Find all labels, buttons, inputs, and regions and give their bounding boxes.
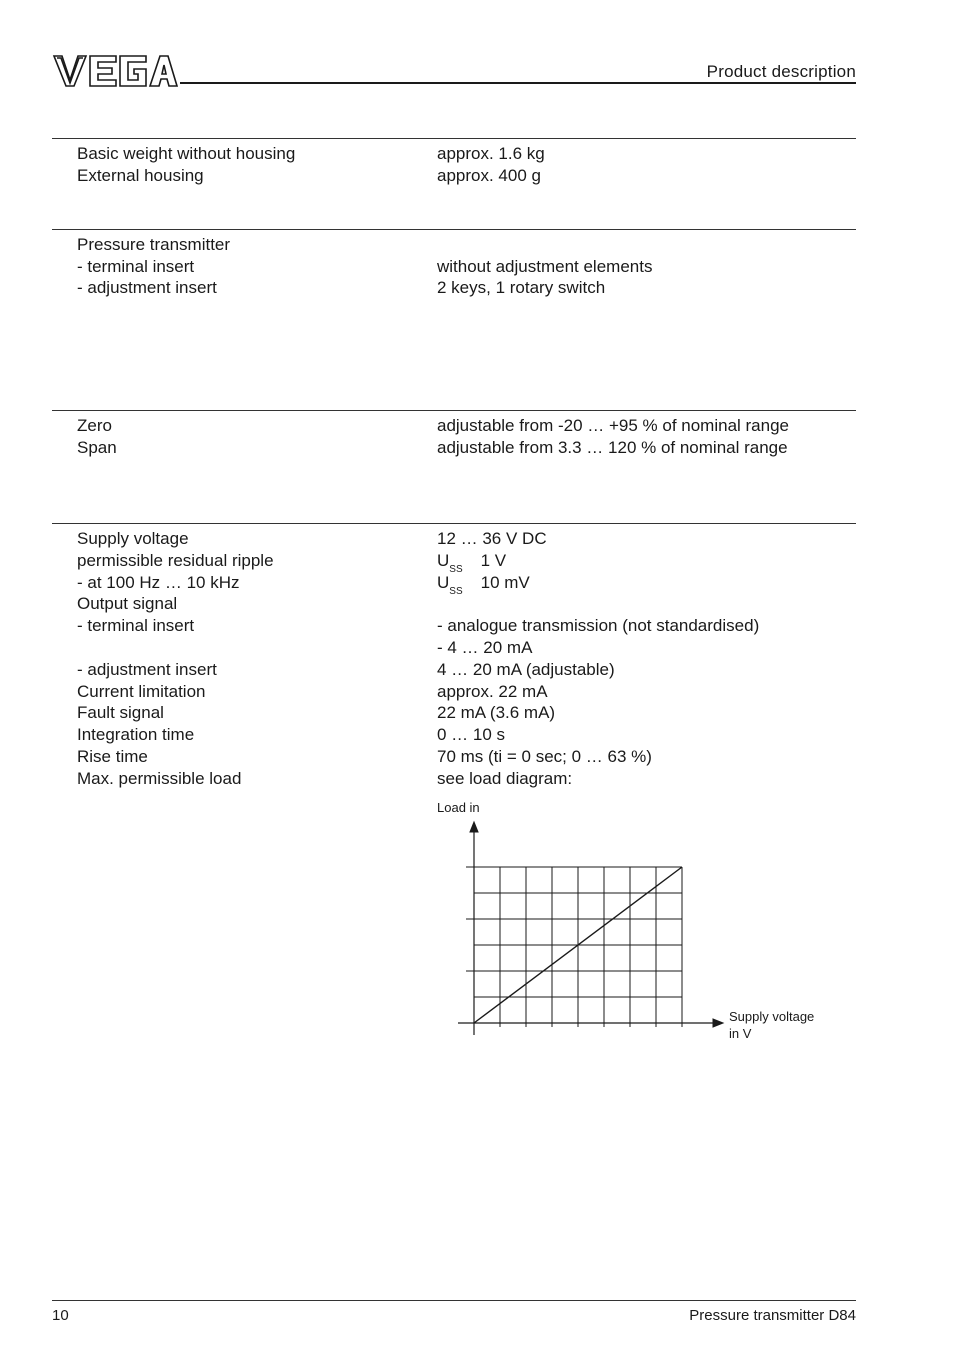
terminal-insert-value: without adjustment elements <box>437 257 653 276</box>
chart-x-label-unit: in V <box>729 1026 752 1041</box>
ripple-frequency-value: $U_{SS}$ 10 mV <box>437 573 530 597</box>
max-load-value: see load diagram: <box>437 769 573 788</box>
ripple-value: $U_{SS}$ 1 V <box>437 551 507 575</box>
section-divider <box>52 138 856 139</box>
housing-weight-value: approx. 400 g <box>437 166 541 185</box>
zero-label: Zero <box>77 416 112 435</box>
footer-rule <box>52 1300 856 1301</box>
section-divider <box>52 523 856 524</box>
terminal-insert-label: - terminal insert <box>77 257 195 276</box>
fault-signal-label: Fault signal <box>77 703 164 722</box>
fault-signal-value: 22 mA (3.6 mA) <box>437 703 556 722</box>
output-adjustment-label: - adjustment insert <box>77 660 217 679</box>
section-divider <box>52 410 856 411</box>
span-label: Span <box>77 438 117 457</box>
output-signal-label: Output signal <box>77 594 178 613</box>
supply-voltage-value: 12 … 36 V DC <box>437 529 547 548</box>
output-terminal-label: - terminal insert <box>77 616 195 635</box>
adjustment-insert-label: - adjustment insert <box>77 278 217 297</box>
max-load-label: Max. permissible load <box>77 769 242 788</box>
adjustment-insert-value: 2 keys, 1 rotary switch <box>437 278 606 297</box>
document-name: Pressure transmitter D84 <box>689 1307 856 1324</box>
zero-value: adjustable from -20 … +95 % of nominal range <box>437 416 790 435</box>
output-terminal-value-2: - 4 … 20 mA <box>437 638 533 657</box>
weight-label: Basic weight without housing <box>77 144 296 163</box>
adjustment-heading: Pressure transmitter <box>77 235 231 254</box>
rise-time-label: Rise time <box>77 747 148 766</box>
ripple-frequency-label: - at 100 Hz … 10 kHz <box>77 573 240 592</box>
output-terminal-value: - analogue transmission (not standardised) <box>437 616 760 635</box>
ripple-label: permissible residual ripple <box>77 551 274 570</box>
section-title: Product description <box>706 62 856 81</box>
span-value: adjustable from 3.3 … 120 % of nominal range <box>437 438 788 457</box>
load-diagram <box>440 815 740 1040</box>
integration-time-value: 0 … 10 s <box>437 725 506 744</box>
current-limitation-value: approx. 22 mA <box>437 682 548 701</box>
weight-value: approx. 1.6 kg <box>437 144 545 163</box>
page-number: 10 <box>52 1307 69 1324</box>
supply-voltage-label: Supply voltage <box>77 529 189 548</box>
chart-x-label: Supply voltage <box>729 1009 815 1024</box>
vega-logo <box>52 52 178 90</box>
integration-time-label: Integration time <box>77 725 195 744</box>
current-limitation-label: Current limitation <box>77 682 206 701</box>
section-divider <box>52 229 856 230</box>
housing-weight-label: External housing <box>77 166 204 185</box>
header-rule <box>180 82 856 84</box>
chart-y-label: Load in <box>437 800 480 815</box>
rise-time-value: 70 ms (ti = 0 sec; 0 … 63 %) <box>437 747 652 766</box>
output-adjustment-value: 4 … 20 mA (adjustable) <box>437 660 615 679</box>
